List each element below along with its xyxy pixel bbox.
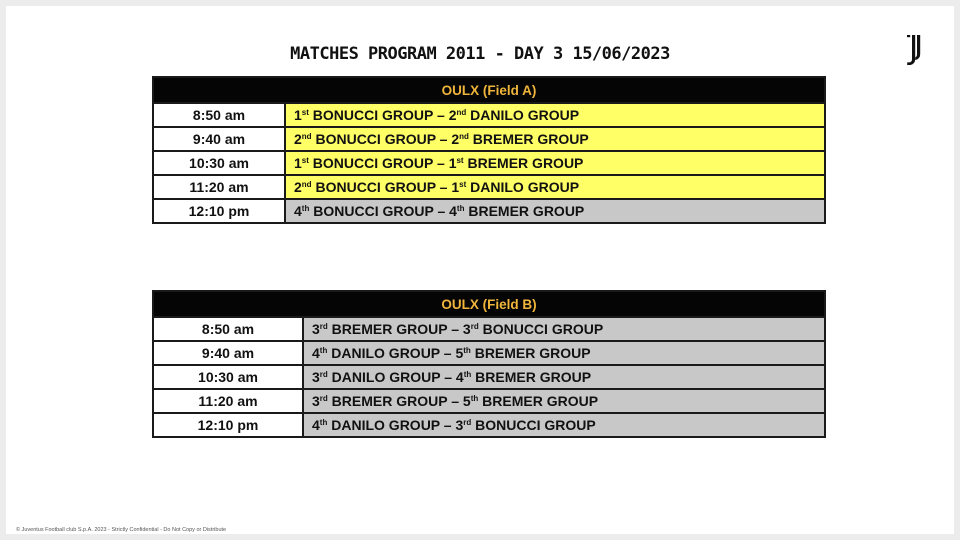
team-one-rank: 4 <box>312 345 320 361</box>
team-two-ordinal: th <box>463 370 472 379</box>
table-row <box>153 175 825 199</box>
team-one-rank: 4 <box>294 203 302 219</box>
team-one-ordinal: rd <box>319 370 328 379</box>
team-one-group: DANILO GROUP – <box>327 417 456 433</box>
team-one-group: DANILO GROUP – <box>327 369 456 385</box>
team-one-group: BONUCCI GROUP – <box>311 131 452 147</box>
team-two-ordinal: nd <box>456 108 467 117</box>
table-row <box>153 317 825 341</box>
team-two-rank: 1 <box>448 155 457 171</box>
table-row <box>153 413 825 437</box>
match-pairing <box>285 199 825 223</box>
match-pairing <box>303 413 825 437</box>
team-two-group: DANILO GROUP <box>466 107 580 123</box>
table-header-row <box>153 77 825 103</box>
table-row <box>153 389 825 413</box>
match-time: 11:20 am <box>153 389 303 413</box>
match-pairing <box>285 151 825 175</box>
match-time: 8:50 am <box>153 317 303 341</box>
team-one-ordinal: rd <box>319 394 328 403</box>
match-time: 8:50 am <box>153 103 285 127</box>
match-time: 12:10 pm <box>153 413 303 437</box>
table-row <box>153 365 825 389</box>
team-one-group: BREMER GROUP – <box>327 321 463 337</box>
team-two-ordinal: rd <box>463 418 472 427</box>
team-two-group: BONUCCI GROUP <box>471 417 596 433</box>
team-one-group: BONUCCI GROUP – <box>308 155 449 171</box>
team-two-rank: 3 <box>455 417 464 433</box>
match-time: 12:10 pm <box>153 199 285 223</box>
team-one-group: BONUCCI GROUP – <box>308 107 449 123</box>
team-two-group: BREMER GROUP <box>470 345 591 361</box>
team-one-rank: 3 <box>312 321 320 337</box>
field-header: OULX (Field A) <box>153 77 825 103</box>
team-one-ordinal: th <box>301 204 310 213</box>
team-one-ordinal: th <box>319 418 328 427</box>
match-time: 11:20 am <box>153 175 285 199</box>
team-one-group: BONUCCI GROUP – <box>311 179 452 195</box>
juventus-logo-icon <box>904 34 928 68</box>
team-one-rank: 2 <box>294 131 302 147</box>
team-one-ordinal: nd <box>301 132 312 141</box>
team-two-rank: 4 <box>449 203 457 219</box>
team-one-rank: 2 <box>294 179 302 195</box>
match-pairing <box>303 365 825 389</box>
match-time: 10:30 am <box>153 365 303 389</box>
team-two-ordinal: rd <box>470 322 479 331</box>
team-two-rank: 2 <box>451 131 460 147</box>
team-two-group: BREMER GROUP <box>464 203 585 219</box>
match-time: 9:40 am <box>153 127 285 151</box>
team-two-group: DANILO GROUP <box>466 179 580 195</box>
team-two-rank: 5 <box>462 393 471 409</box>
table-row <box>153 127 825 151</box>
team-two-rank: 4 <box>455 369 464 385</box>
table-row <box>153 151 825 175</box>
match-pairing <box>303 389 825 413</box>
team-one-ordinal: st <box>301 156 309 165</box>
table-row <box>153 199 825 223</box>
team-one-ordinal: th <box>319 346 328 355</box>
match-time: 9:40 am <box>153 341 303 365</box>
field-b-schedule-table <box>152 290 826 438</box>
page-title: MATCHES PROGRAM 2011 - DAY 3 15/06/2023 <box>290 44 670 64</box>
team-two-rank: 3 <box>462 321 471 337</box>
team-one-group: DANILO GROUP – <box>327 345 456 361</box>
team-one-group: BREMER GROUP – <box>327 393 463 409</box>
team-two-ordinal: th <box>470 394 479 403</box>
table-row <box>153 103 825 127</box>
table-header-row <box>153 291 825 317</box>
team-one-rank: 4 <box>312 417 320 433</box>
team-two-group: BONUCCI GROUP <box>478 321 604 337</box>
team-two-ordinal: nd <box>459 132 469 141</box>
team-one-group: BONUCCI GROUP – <box>309 203 450 219</box>
team-one-ordinal: st <box>301 108 309 117</box>
team-one-ordinal: nd <box>301 180 312 189</box>
match-pairing <box>285 127 825 151</box>
team-two-group: BREMER GROUP <box>478 393 599 409</box>
match-pairing <box>303 317 825 341</box>
table-row <box>153 341 825 365</box>
team-one-rank: 1 <box>294 155 302 171</box>
match-pairing <box>285 175 825 199</box>
match-pairing <box>285 103 825 127</box>
field-header: OULX (Field B) <box>153 291 825 317</box>
team-two-group: BREMER GROUP <box>471 369 592 385</box>
team-two-ordinal: th <box>463 346 471 355</box>
team-two-rank: 1 <box>451 179 460 195</box>
team-two-ordinal: st <box>459 180 467 189</box>
team-two-rank: 2 <box>448 107 457 123</box>
team-two-rank: 5 <box>455 345 464 361</box>
team-two-group: BREMER GROUP <box>468 131 589 147</box>
match-time: 10:30 am <box>153 151 285 175</box>
team-one-rank: 1 <box>294 107 302 123</box>
team-one-rank: 3 <box>312 369 320 385</box>
team-one-ordinal: rd <box>319 322 328 331</box>
team-one-rank: 3 <box>312 393 320 409</box>
team-two-ordinal: st <box>456 156 464 165</box>
field-a-schedule-table <box>152 76 826 224</box>
confidentiality-footer: © Juventus Football club S.p.A. 2023 - Strictly Confidential - Do Not Copy or Distribute <box>16 527 227 533</box>
team-two-ordinal: th <box>456 204 465 213</box>
team-two-group: BREMER GROUP <box>463 155 584 171</box>
match-pairing <box>303 341 825 365</box>
